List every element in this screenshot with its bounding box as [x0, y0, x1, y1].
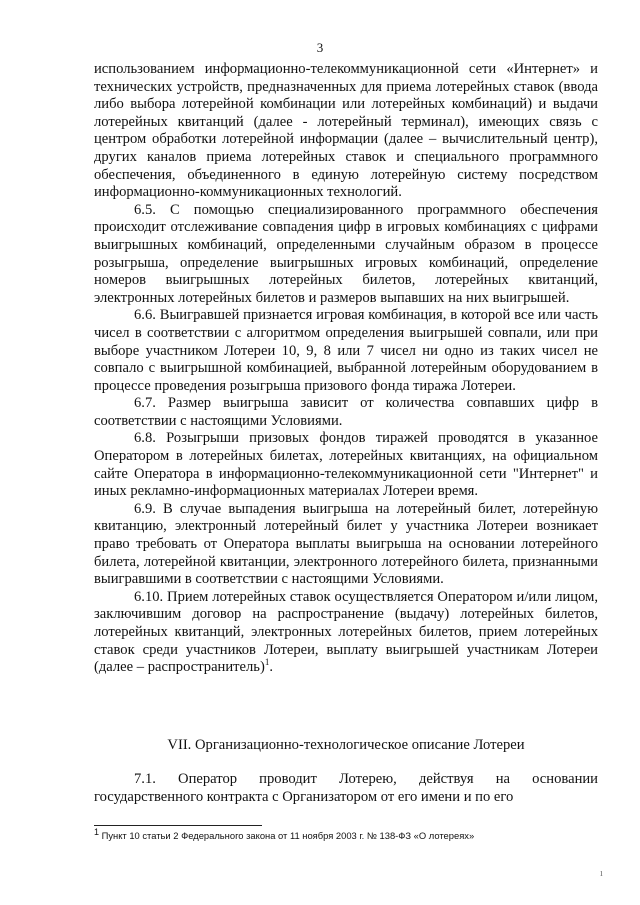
clause-6-10-end: . [269, 659, 273, 676]
clause-6-10-text: 6.10. Прием лотерейных ставок осуществляется Оператором и/или лицом, заключившим договор на распространение (выдачу) лотерейных билетов, лотерейных квитанций, электронных лотерейных билетов, прием лотерейных ставок среди участников Лотереи, выплату выигрышей участникам Лотереи (далее – распространитель) [94, 588, 598, 676]
clause-7-1: 7.1. Оператор проводит Лотерею, действуя на основании государственного контракта с Организатором от его имени и по его [94, 771, 598, 805]
clause-6-7: 6.7. Размер выигрыша зависит от количества совпавших цифр в соответствии с настоящими Условиями. [94, 395, 598, 429]
footnote-reference[interactable]: 1 [264, 657, 270, 668]
paragraph-continuation: использованием информационно-телекоммуникационной сети «Интернет» и технических устройств, предназначенных для приема лотерейных ставок (ввода либо выбора лотерейной комбинации или лотерейных комбинаций) и выдачи лотерейных квитанций (далее - лотерейный терминал), имеющих связь с центром обработки лотерейной информации (далее – вычислительный центр), других каналов приема лотерейных ставок и специального программного обеспечения, объединенного в единую лотерейную систему посредством информационно-коммуникационных технологий. [94, 61, 598, 201]
scan-mark: ı [600, 868, 603, 879]
clause-6-5: 6.5. С помощью специализированного программного обеспечения происходит отслеживание совпадения цифр в игровых комбинациях с цифрами выигрышных комбинаций, определенными случайным образом в процессе розыгрыша, определение выигрышных игровых комбинаций, определение номеров выигрышных лотерейных билетов, лотерейных квитанций, электронных лотерейных билетов и размеров выпавших на них выигрышей. [94, 201, 598, 306]
footnote-divider [94, 825, 262, 826]
clause-6-9: 6.9. В случае выпадения выигрыша на лотерейный билет, лотерейную квитанцию, электронный лотерейный билет у участника Лотереи возникает право требовать от Оператора выплаты выигрыша на основании лотерейного билета, лотерейной квитанции, электронного лотерейного билета, признанными выигравшими в соответствии с настоящими Условиями. [94, 500, 598, 588]
main-text [94, 61, 598, 677]
page-number: 3 [316, 40, 324, 55]
footnote-marker: 1 [94, 826, 100, 837]
clause-6-8: 6.8. Розыгрыши призовых фондов тиражей проводятся в указанное Оператором в лотерейных билетах, лотерейных квитанциях, на официальном сайте Оператора в информационно-телекоммуникационной сети "Интернет" и иных рекламно-информационных материалах Лотереи время. [94, 430, 598, 500]
footnote [94, 826, 598, 841]
clause-6-10 [94, 589, 598, 677]
clause-6-6: 6.6. Выигравшей признается игровая комбинация, в которой все или часть чисел в соответствии с алгоритмом определения выигрышей совпали, или при выборе участником Лотереи 10, 9, 8 или 7 чисел ни одно из таких чисел не совпало с выигрышной комбинацией, выбранной лотерейным оборудованием в процессе проведения розыгрыша призового фонда тиража Лотереи. [94, 307, 598, 394]
section-heading: VII. Организационно-технологическое описание Лотереи [167, 737, 525, 753]
footnote-text: Пункт 10 статьи 2 Федерального закона от 11 ноября 2003 г. № 138-ФЗ «О лотереях» [99, 830, 475, 841]
